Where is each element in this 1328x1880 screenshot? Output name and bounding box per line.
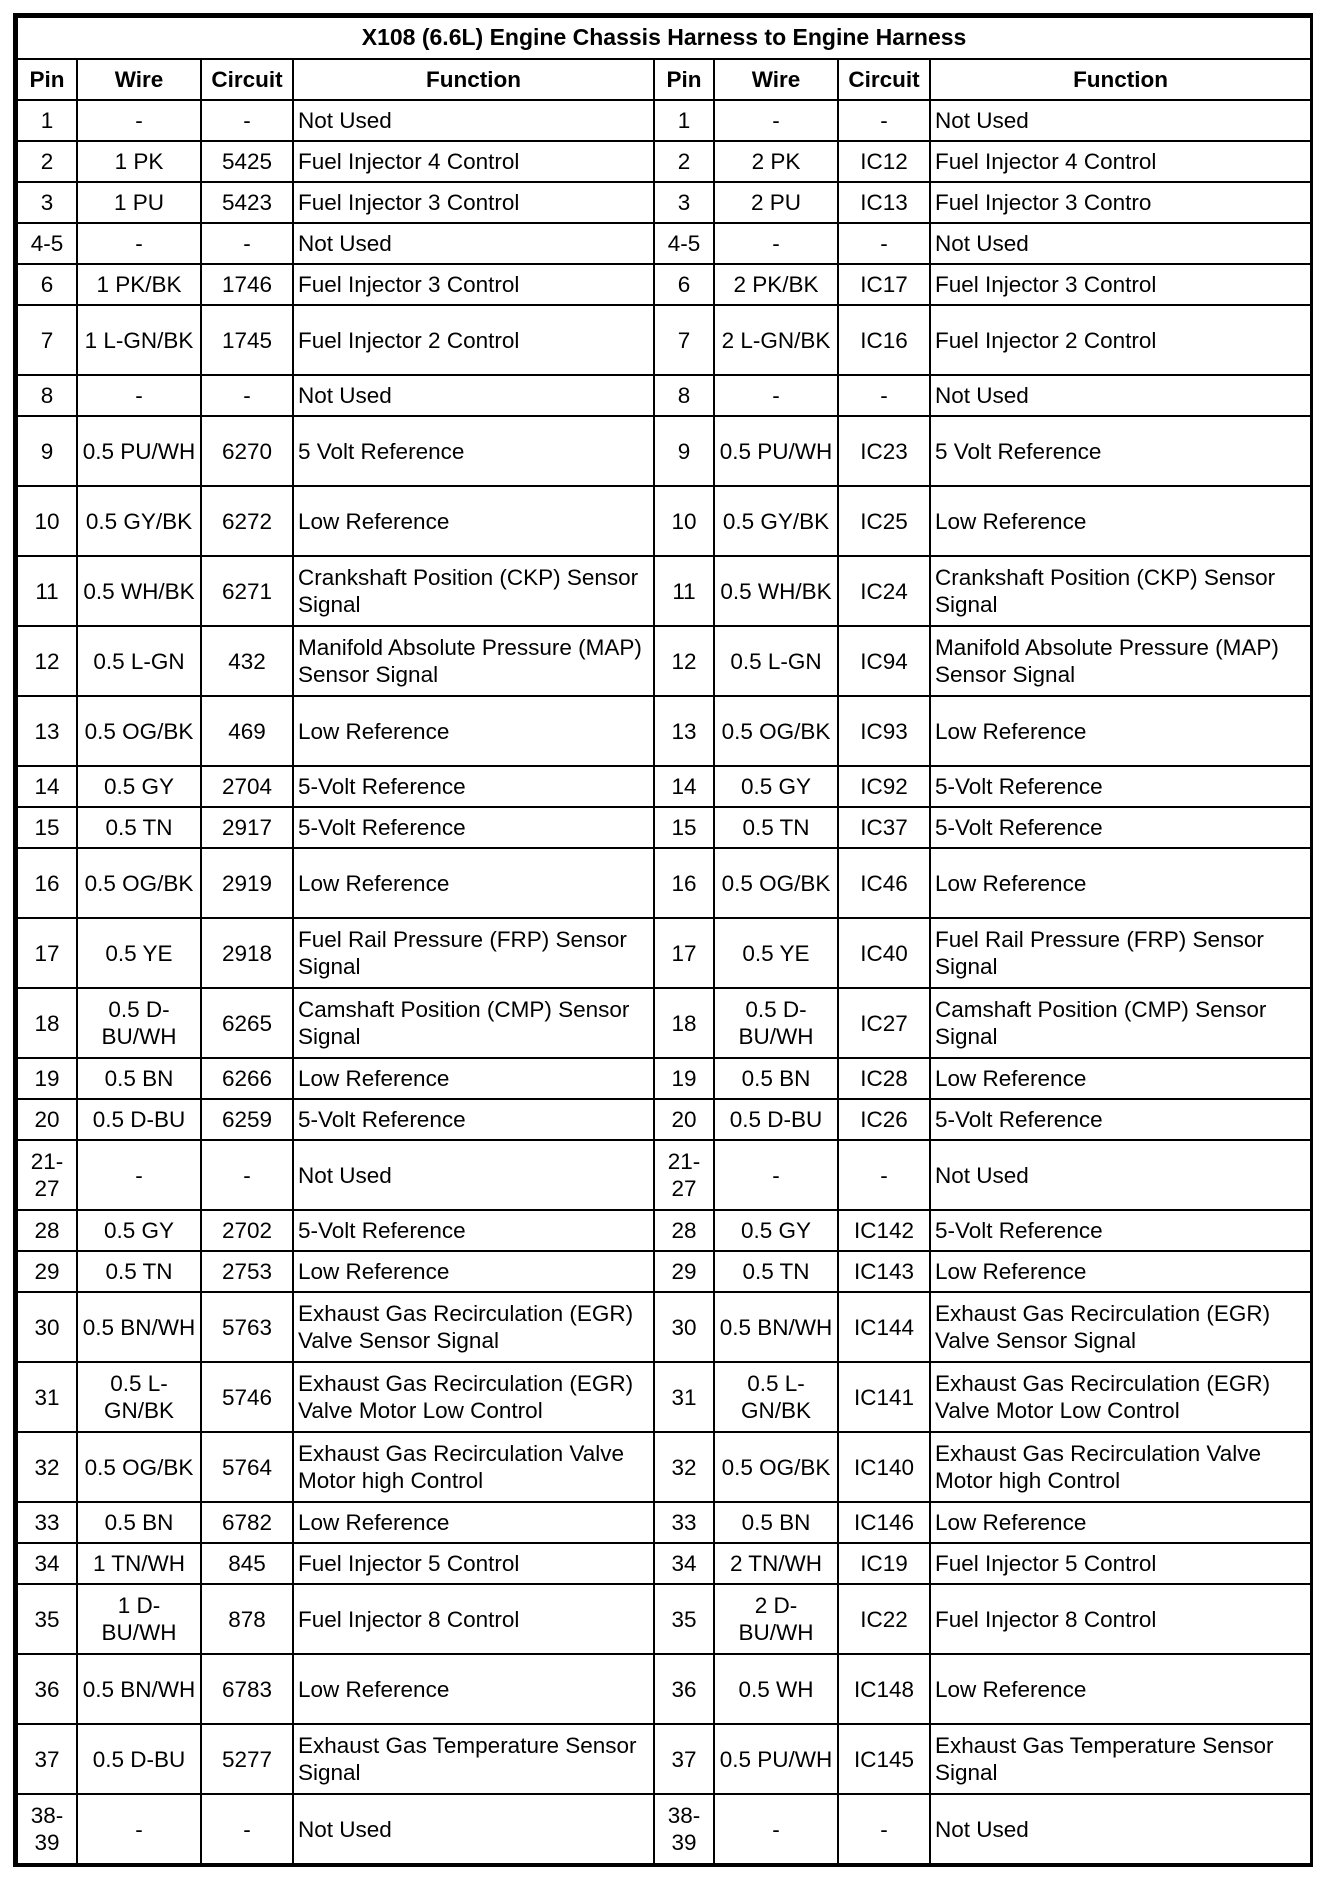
table-row xyxy=(17,1140,1311,1210)
function-cell-engine: Manifold Absolute Pressure (MAP) Sensor Signal xyxy=(930,626,1311,696)
table-row xyxy=(17,1654,1311,1724)
wire-cell: - xyxy=(77,223,201,264)
circuit-cell: - xyxy=(201,1140,293,1210)
pin-cell-engine: 7 xyxy=(654,305,714,375)
circuit-cell: 5764 xyxy=(201,1432,293,1502)
wire-cell-engine: 0.5 GY xyxy=(714,766,838,807)
pin-cell: 32 xyxy=(17,1432,77,1502)
wire-cell: 0.5 GY xyxy=(77,766,201,807)
table-row xyxy=(17,223,1311,264)
wire-cell-engine: 0.5 BN xyxy=(714,1502,838,1543)
pin-cell: 4-5 xyxy=(17,223,77,264)
table-row xyxy=(17,1502,1311,1543)
wire-cell: 1 TN/WH xyxy=(77,1543,201,1584)
function-cell: Low Reference xyxy=(293,696,654,766)
wire-cell-engine: 2 PU xyxy=(714,182,838,223)
wire-cell-engine: 0.5 D-BU/WH xyxy=(714,988,838,1058)
wire-cell: 0.5 BN/WH xyxy=(77,1292,201,1362)
function-cell: Fuel Injector 8 Control xyxy=(293,1584,654,1654)
pin-cell-engine: 16 xyxy=(654,848,714,918)
wire-cell: 1 PU xyxy=(77,182,201,223)
wire-cell-engine: 0.5 PU/WH xyxy=(714,416,838,486)
wire-cell-engine: - xyxy=(714,1140,838,1210)
pin-cell: 18 xyxy=(17,988,77,1058)
table-row xyxy=(17,988,1311,1058)
table-row xyxy=(17,696,1311,766)
table-row xyxy=(17,626,1311,696)
pin-cell-engine: 30 xyxy=(654,1292,714,1362)
function-cell: 5 Volt Reference xyxy=(293,416,654,486)
connector-pinout-table xyxy=(16,16,1312,1865)
header-function-engine: Function xyxy=(930,59,1311,100)
circuit-cell: 5423 xyxy=(201,182,293,223)
function-cell-engine: 5-Volt Reference xyxy=(930,807,1311,848)
circuit-cell: 5763 xyxy=(201,1292,293,1362)
pin-cell: 7 xyxy=(17,305,77,375)
function-cell-engine: Exhaust Gas Temperature Sensor Signal xyxy=(930,1724,1311,1794)
pin-cell: 30 xyxy=(17,1292,77,1362)
wire-cell-engine: 2 PK xyxy=(714,141,838,182)
pin-cell: 8 xyxy=(17,375,77,416)
wire-cell: 0.5 OG/BK xyxy=(77,696,201,766)
wire-cell: 0.5 BN xyxy=(77,1058,201,1099)
function-cell: Low Reference xyxy=(293,1058,654,1099)
circuit-cell: 6782 xyxy=(201,1502,293,1543)
pin-cell: 9 xyxy=(17,416,77,486)
pin-cell-engine: 8 xyxy=(654,375,714,416)
wire-cell: 0.5 GY/BK xyxy=(77,486,201,556)
wire-cell-engine: - xyxy=(714,223,838,264)
function-cell: 5-Volt Reference xyxy=(293,766,654,807)
function-cell-engine: Crankshaft Position (CKP) Sensor Signal xyxy=(930,556,1311,626)
wire-cell: 0.5 D-BU xyxy=(77,1099,201,1140)
wire-cell: 0.5 YE xyxy=(77,918,201,988)
wire-cell-engine: 0.5 BN xyxy=(714,1058,838,1099)
pin-cell-engine: 15 xyxy=(654,807,714,848)
function-cell: Fuel Injector 3 Control xyxy=(293,182,654,223)
pin-cell: 15 xyxy=(17,807,77,848)
circuit-cell: 6272 xyxy=(201,486,293,556)
wire-cell-engine: 2 PK/BK xyxy=(714,264,838,305)
circuit-cell: 6271 xyxy=(201,556,293,626)
circuit-cell-engine: IC27 xyxy=(838,988,930,1058)
wire-cell: - xyxy=(77,100,201,141)
circuit-cell-engine: IC25 xyxy=(838,486,930,556)
function-cell-engine: Low Reference xyxy=(930,848,1311,918)
pin-cell-engine: 34 xyxy=(654,1543,714,1584)
pin-cell: 16 xyxy=(17,848,77,918)
circuit-cell-engine: - xyxy=(838,1140,930,1210)
function-cell-engine: 5-Volt Reference xyxy=(930,766,1311,807)
circuit-cell-engine: - xyxy=(838,375,930,416)
pin-cell: 29 xyxy=(17,1251,77,1292)
wire-cell: 0.5 L-GN/BK xyxy=(77,1362,201,1432)
function-cell-engine: Low Reference xyxy=(930,1251,1311,1292)
pin-cell: 6 xyxy=(17,264,77,305)
circuit-cell: 2918 xyxy=(201,918,293,988)
function-cell-engine: Not Used xyxy=(930,223,1311,264)
wire-cell: 0.5 BN/WH xyxy=(77,1654,201,1724)
function-cell: Exhaust Gas Recirculation Valve Motor high Control xyxy=(293,1432,654,1502)
function-cell: Low Reference xyxy=(293,1251,654,1292)
function-cell-engine: Low Reference xyxy=(930,1654,1311,1724)
circuit-cell: 1745 xyxy=(201,305,293,375)
circuit-cell: - xyxy=(201,100,293,141)
pin-cell: 1 xyxy=(17,100,77,141)
pin-cell-engine: 20 xyxy=(654,1099,714,1140)
circuit-cell: 878 xyxy=(201,1584,293,1654)
pin-cell: 14 xyxy=(17,766,77,807)
function-cell: Exhaust Gas Recirculation (EGR) Valve Sensor Signal xyxy=(293,1292,654,1362)
function-cell-engine: Exhaust Gas Recirculation Valve Motor high Control xyxy=(930,1432,1311,1502)
wire-cell: 0.5 TN xyxy=(77,1251,201,1292)
function-cell-engine: Not Used xyxy=(930,1794,1311,1864)
circuit-cell-engine: IC24 xyxy=(838,556,930,626)
circuit-cell: 2753 xyxy=(201,1251,293,1292)
function-cell: Not Used xyxy=(293,375,654,416)
wire-cell: 1 D-BU/WH xyxy=(77,1584,201,1654)
wire-cell: 0.5 WH/BK xyxy=(77,556,201,626)
function-cell-engine: Low Reference xyxy=(930,486,1311,556)
wire-cell: 0.5 OG/BK xyxy=(77,848,201,918)
table-row xyxy=(17,182,1311,223)
function-cell-engine: Fuel Injector 3 Contro xyxy=(930,182,1311,223)
circuit-cell: 5425 xyxy=(201,141,293,182)
wire-cell-engine: 0.5 PU/WH xyxy=(714,1724,838,1794)
pin-cell-engine: 31 xyxy=(654,1362,714,1432)
wire-cell: 1 PK xyxy=(77,141,201,182)
table-row xyxy=(17,416,1311,486)
function-cell: Exhaust Gas Temperature Sensor Signal xyxy=(293,1724,654,1794)
pin-cell: 37 xyxy=(17,1724,77,1794)
function-cell: Crankshaft Position (CKP) Sensor Signal xyxy=(293,556,654,626)
pin-cell-engine: 37 xyxy=(654,1724,714,1794)
table-row xyxy=(17,1584,1311,1654)
function-cell: Camshaft Position (CMP) Sensor Signal xyxy=(293,988,654,1058)
header-pin-engine: Pin xyxy=(654,59,714,100)
wire-cell-engine: 2 TN/WH xyxy=(714,1543,838,1584)
wire-cell-engine: 0.5 GY xyxy=(714,1210,838,1251)
function-cell: Fuel Injector 2 Control xyxy=(293,305,654,375)
header-wire-engine: Wire xyxy=(714,59,838,100)
circuit-cell: 6265 xyxy=(201,988,293,1058)
circuit-cell-engine: IC19 xyxy=(838,1543,930,1584)
function-cell: Low Reference xyxy=(293,1654,654,1724)
header-pin: Pin xyxy=(17,59,77,100)
function-cell-engine: 5 Volt Reference xyxy=(930,416,1311,486)
function-cell: Fuel Rail Pressure (FRP) Sensor Signal xyxy=(293,918,654,988)
function-cell: 5-Volt Reference xyxy=(293,1099,654,1140)
function-cell: Exhaust Gas Recirculation (EGR) Valve Motor Low Control xyxy=(293,1362,654,1432)
table-row xyxy=(17,305,1311,375)
wire-cell-engine: 0.5 OG/BK xyxy=(714,696,838,766)
pin-cell-engine: 10 xyxy=(654,486,714,556)
circuit-cell: 5746 xyxy=(201,1362,293,1432)
pin-cell-engine: 19 xyxy=(654,1058,714,1099)
wire-cell-engine: 0.5 L-GN xyxy=(714,626,838,696)
function-cell: 5-Volt Reference xyxy=(293,807,654,848)
pin-cell-engine: 14 xyxy=(654,766,714,807)
header-function: Function xyxy=(293,59,654,100)
header-circuit-engine: Circuit xyxy=(838,59,930,100)
function-cell-engine: Low Reference xyxy=(930,696,1311,766)
wire-cell: 0.5 L-GN xyxy=(77,626,201,696)
function-cell: Manifold Absolute Pressure (MAP) Sensor Signal xyxy=(293,626,654,696)
table-row xyxy=(17,100,1311,141)
pin-cell-engine: 9 xyxy=(654,416,714,486)
header-circuit: Circuit xyxy=(201,59,293,100)
wire-cell-engine: - xyxy=(714,375,838,416)
pin-cell-engine: 35 xyxy=(654,1584,714,1654)
wire-cell: 0.5 D-BU/WH xyxy=(77,988,201,1058)
wire-cell-engine: - xyxy=(714,100,838,141)
circuit-cell: 469 xyxy=(201,696,293,766)
pin-cell: 13 xyxy=(17,696,77,766)
pin-cell-engine: 3 xyxy=(654,182,714,223)
circuit-cell: - xyxy=(201,223,293,264)
function-cell-engine: Fuel Injector 4 Control xyxy=(930,141,1311,182)
wire-cell-engine: 0.5 WH/BK xyxy=(714,556,838,626)
pin-cell-engine: 36 xyxy=(654,1654,714,1724)
pin-cell: 35 xyxy=(17,1584,77,1654)
circuit-cell: 432 xyxy=(201,626,293,696)
table-row xyxy=(17,807,1311,848)
pin-cell: 31 xyxy=(17,1362,77,1432)
pin-cell-engine: 29 xyxy=(654,1251,714,1292)
table-row xyxy=(17,1362,1311,1432)
wire-cell-engine: 0.5 TN xyxy=(714,807,838,848)
wire-cell: 1 PK/BK xyxy=(77,264,201,305)
circuit-cell-engine: IC142 xyxy=(838,1210,930,1251)
pin-cell: 19 xyxy=(17,1058,77,1099)
pin-cell: 17 xyxy=(17,918,77,988)
pin-cell-engine: 6 xyxy=(654,264,714,305)
pin-cell-engine: 17 xyxy=(654,918,714,988)
wire-cell-engine: 2 L-GN/BK xyxy=(714,305,838,375)
circuit-cell-engine: IC140 xyxy=(838,1432,930,1502)
function-cell: Low Reference xyxy=(293,1502,654,1543)
wire-cell: 0.5 TN xyxy=(77,807,201,848)
function-cell: Fuel Injector 4 Control xyxy=(293,141,654,182)
circuit-cell: 5277 xyxy=(201,1724,293,1794)
table-row xyxy=(17,556,1311,626)
circuit-cell: - xyxy=(201,375,293,416)
circuit-cell-engine: - xyxy=(838,1794,930,1864)
wire-cell: - xyxy=(77,375,201,416)
circuit-cell-engine: - xyxy=(838,223,930,264)
circuit-cell-engine: IC94 xyxy=(838,626,930,696)
header-wire: Wire xyxy=(77,59,201,100)
circuit-cell-engine: IC26 xyxy=(838,1099,930,1140)
table-row xyxy=(17,1543,1311,1584)
wire-cell-engine: - xyxy=(714,1794,838,1864)
table-row xyxy=(17,1724,1311,1794)
wire-cell: - xyxy=(77,1794,201,1864)
circuit-cell-engine: IC13 xyxy=(838,182,930,223)
function-cell-engine: Exhaust Gas Recirculation (EGR) Valve Motor Low Control xyxy=(930,1362,1311,1432)
wire-cell-engine: 0.5 D-BU xyxy=(714,1099,838,1140)
wire-cell: 0.5 PU/WH xyxy=(77,416,201,486)
function-cell-engine: Not Used xyxy=(930,375,1311,416)
function-cell-engine: 5-Volt Reference xyxy=(930,1099,1311,1140)
circuit-cell-engine: IC141 xyxy=(838,1362,930,1432)
wire-cell: 0.5 D-BU xyxy=(77,1724,201,1794)
circuit-cell-engine: IC92 xyxy=(838,766,930,807)
pin-cell: 33 xyxy=(17,1502,77,1543)
function-cell: Fuel Injector 3 Control xyxy=(293,264,654,305)
circuit-cell-engine: IC12 xyxy=(838,141,930,182)
table-row xyxy=(17,486,1311,556)
circuit-cell-engine: IC146 xyxy=(838,1502,930,1543)
pin-cell: 28 xyxy=(17,1210,77,1251)
wire-cell: 1 L-GN/BK xyxy=(77,305,201,375)
pin-cell: 20 xyxy=(17,1099,77,1140)
function-cell-engine: 5-Volt Reference xyxy=(930,1210,1311,1251)
circuit-cell-engine: IC17 xyxy=(838,264,930,305)
pin-cell-engine: 28 xyxy=(654,1210,714,1251)
circuit-cell-engine: - xyxy=(838,100,930,141)
wire-cell-engine: 0.5 BN/WH xyxy=(714,1292,838,1362)
wire-cell-engine: 0.5 WH xyxy=(714,1654,838,1724)
column-header-row xyxy=(17,59,1311,100)
function-cell-engine: Low Reference xyxy=(930,1058,1311,1099)
table-row xyxy=(17,1292,1311,1362)
table-row xyxy=(17,1099,1311,1140)
pin-cell-engine: 1 xyxy=(654,100,714,141)
function-cell-engine: Fuel Injector 8 Control xyxy=(930,1584,1311,1654)
circuit-cell: 2702 xyxy=(201,1210,293,1251)
wire-cell-engine: 0.5 GY/BK xyxy=(714,486,838,556)
function-cell-engine: Low Reference xyxy=(930,1502,1311,1543)
table-row xyxy=(17,918,1311,988)
circuit-cell-engine: IC40 xyxy=(838,918,930,988)
wire-cell: - xyxy=(77,1140,201,1210)
function-cell: Not Used xyxy=(293,1794,654,1864)
table-row xyxy=(17,848,1311,918)
function-cell: 5-Volt Reference xyxy=(293,1210,654,1251)
pin-cell-engine: 32 xyxy=(654,1432,714,1502)
table-row xyxy=(17,141,1311,182)
circuit-cell: 6259 xyxy=(201,1099,293,1140)
function-cell-engine: Fuel Injector 5 Control xyxy=(930,1543,1311,1584)
circuit-cell-engine: IC16 xyxy=(838,305,930,375)
pin-cell-engine: 33 xyxy=(654,1502,714,1543)
function-cell-engine: Not Used xyxy=(930,1140,1311,1210)
pin-cell: 11 xyxy=(17,556,77,626)
pin-cell-engine: 13 xyxy=(654,696,714,766)
wire-cell-engine: 2 D-BU/WH xyxy=(714,1584,838,1654)
circuit-cell: 2704 xyxy=(201,766,293,807)
wire-cell: 0.5 OG/BK xyxy=(77,1432,201,1502)
pin-cell-engine: 12 xyxy=(654,626,714,696)
circuit-cell: - xyxy=(201,1794,293,1864)
pin-cell-engine: 38-39 xyxy=(654,1794,714,1864)
pin-cell-engine: 4-5 xyxy=(654,223,714,264)
circuit-cell: 6783 xyxy=(201,1654,293,1724)
circuit-cell-engine: IC46 xyxy=(838,848,930,918)
function-cell: Fuel Injector 5 Control xyxy=(293,1543,654,1584)
circuit-cell-engine: IC148 xyxy=(838,1654,930,1724)
circuit-cell-engine: IC22 xyxy=(838,1584,930,1654)
function-cell-engine: Camshaft Position (CMP) Sensor Signal xyxy=(930,988,1311,1058)
pin-cell: 38-39 xyxy=(17,1794,77,1864)
pin-cell: 34 xyxy=(17,1543,77,1584)
pin-cell-engine: 11 xyxy=(654,556,714,626)
pin-cell-engine: 21-27 xyxy=(654,1140,714,1210)
circuit-cell-engine: IC37 xyxy=(838,807,930,848)
pin-cell: 3 xyxy=(17,182,77,223)
circuit-cell-engine: IC28 xyxy=(838,1058,930,1099)
table-row xyxy=(17,1210,1311,1251)
circuit-cell: 1746 xyxy=(201,264,293,305)
circuit-cell-engine: IC93 xyxy=(838,696,930,766)
function-cell-engine: Not Used xyxy=(930,100,1311,141)
function-cell: Not Used xyxy=(293,1140,654,1210)
wire-cell-engine: 0.5 L-GN/BK xyxy=(714,1362,838,1432)
table-row xyxy=(17,375,1311,416)
function-cell-engine: Exhaust Gas Recirculation (EGR) Valve Sensor Signal xyxy=(930,1292,1311,1362)
pin-cell: 12 xyxy=(17,626,77,696)
table-title-row xyxy=(17,17,1311,59)
circuit-cell: 6266 xyxy=(201,1058,293,1099)
wire-cell: 0.5 GY xyxy=(77,1210,201,1251)
function-cell: Not Used xyxy=(293,223,654,264)
circuit-cell: 2919 xyxy=(201,848,293,918)
pin-cell: 36 xyxy=(17,1654,77,1724)
circuit-cell-engine: IC145 xyxy=(838,1724,930,1794)
wire-cell-engine: 0.5 OG/BK xyxy=(714,848,838,918)
pin-cell: 21-27 xyxy=(17,1140,77,1210)
pin-cell-engine: 2 xyxy=(654,141,714,182)
function-cell: Not Used xyxy=(293,100,654,141)
table-row xyxy=(17,1058,1311,1099)
connector-table-frame xyxy=(13,13,1313,1867)
function-cell-engine: Fuel Rail Pressure (FRP) Sensor Signal xyxy=(930,918,1311,988)
table-row xyxy=(17,766,1311,807)
circuit-cell-engine: IC23 xyxy=(838,416,930,486)
function-cell-engine: Fuel Injector 2 Control xyxy=(930,305,1311,375)
table-row xyxy=(17,264,1311,305)
pin-cell: 2 xyxy=(17,141,77,182)
circuit-cell-engine: IC144 xyxy=(838,1292,930,1362)
function-cell-engine: Fuel Injector 3 Control xyxy=(930,264,1311,305)
function-cell: Low Reference xyxy=(293,848,654,918)
pin-cell-engine: 18 xyxy=(654,988,714,1058)
table-body xyxy=(17,100,1311,1864)
function-cell: Low Reference xyxy=(293,486,654,556)
circuit-cell: 6270 xyxy=(201,416,293,486)
wire-cell-engine: 0.5 TN xyxy=(714,1251,838,1292)
circuit-cell: 2917 xyxy=(201,807,293,848)
wire-cell-engine: 0.5 OG/BK xyxy=(714,1432,838,1502)
table-row xyxy=(17,1794,1311,1864)
circuit-cell: 845 xyxy=(201,1543,293,1584)
wire-cell-engine: 0.5 YE xyxy=(714,918,838,988)
pin-cell: 10 xyxy=(17,486,77,556)
table-title: X108 (6.6L) Engine Chassis Harness to Engine Harness xyxy=(17,17,1311,59)
table-row xyxy=(17,1251,1311,1292)
circuit-cell-engine: IC143 xyxy=(838,1251,930,1292)
wire-cell: 0.5 BN xyxy=(77,1502,201,1543)
table-row xyxy=(17,1432,1311,1502)
